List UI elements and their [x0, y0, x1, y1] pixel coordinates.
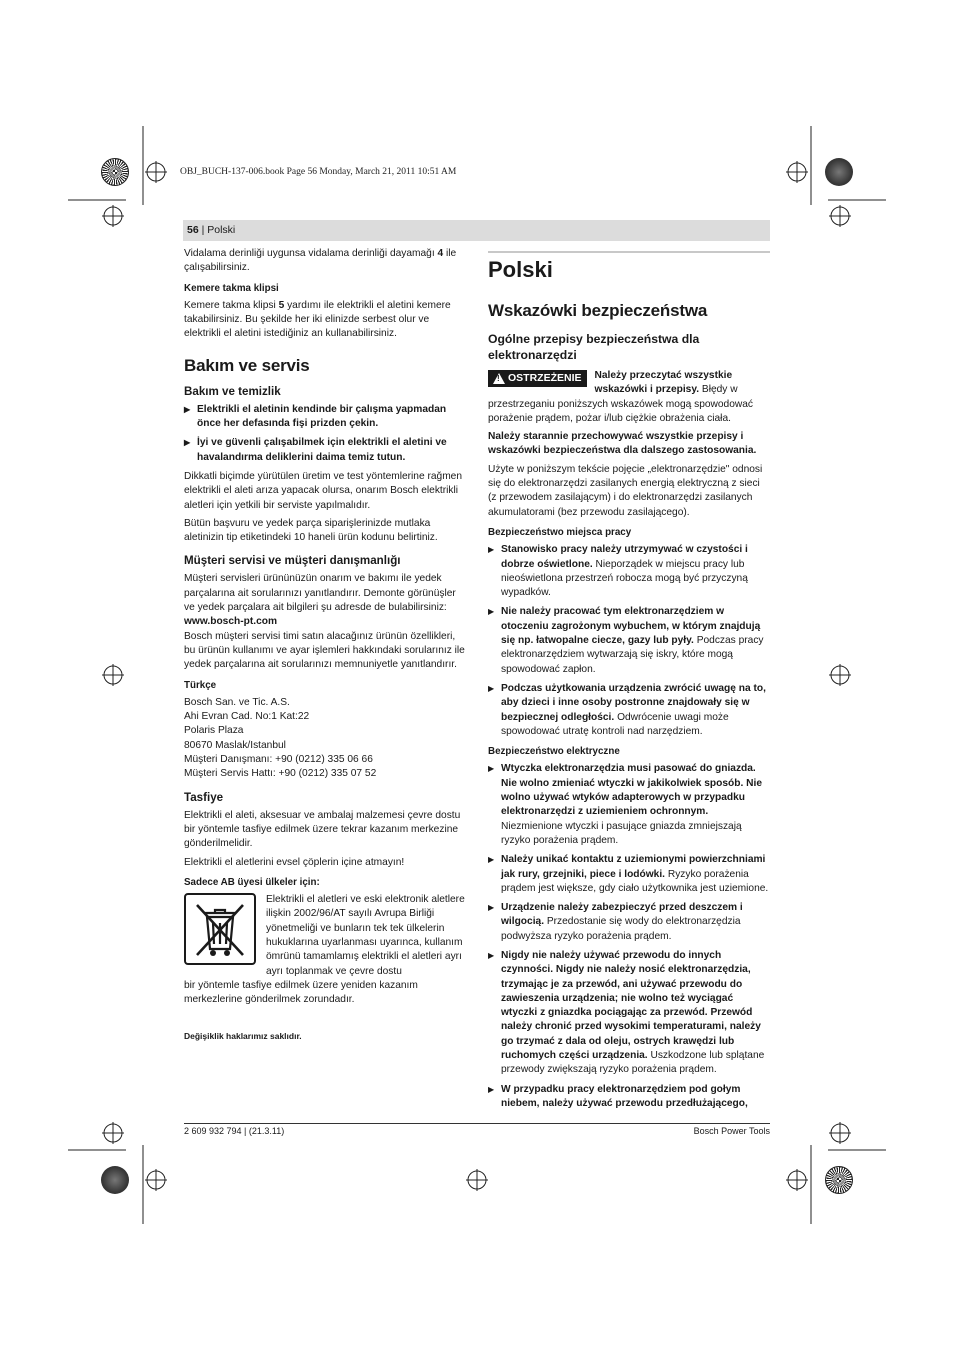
file-header: OBJ_BUCH-137-006.book Page 56 Monday, March 21, 2011 10:51 AM	[180, 167, 457, 177]
work-bullet: ▶ Nie należy pracować tym elektronarzędziem w otoczeniu zagrożonym wybuchem, w którym znajdują się np. łatwopalne ciecze, gazy lub pyły. Podczas pracy elektronarzędziem wytwarzają się iskry, które mogą spowodować zapłon.	[488, 605, 770, 676]
weee-block	[184, 893, 466, 979]
address-block	[184, 696, 466, 782]
footer-doc-number: 2 609 932 794 | (21.3.11)	[184, 1126, 285, 1136]
term-definition: Użyte w poniższym tekście pojęcie „elektronarzędzie" odnosi się do elektronarzędzi zasilanych energią elektryczną z sieci (z przewodem zasilającym) i do elektronarzędzi zasilanych akumulatorami (bez przewodu zasilającego).	[488, 463, 763, 518]
orders-paragraph: Bütün başvuru ve yedek parça siparişlerinizde mutlaka aletinizin tip etiketindeki 10 haneli ürün kodunu belirtiniz.	[184, 517, 438, 544]
cleaning-bullet-2: ▶ İyi ve güvenli çalışabilmek için elektrikli el aletini ve havalandırma deliklerini daima temiz tutun.	[184, 436, 466, 465]
service-url: www.bosch-pt.com	[184, 616, 278, 628]
warning-continued: przestrzeganiu poniższych wskazówek mogą spowodować porażenie prądem, pożar i/lub ciężkie obrażenia ciała.	[488, 398, 754, 424]
title-rule	[488, 251, 770, 253]
work-bullet: ▶ Stanowisko pracy należy utrzymywać w czystości i dobrze oświetlone. Nieporządek w miejscu pracy lub nieoświetlona przestrzeń robocza mogą być przyczyną wypadków.	[488, 543, 770, 600]
depth-paragraph: Vidalama derinliği uygunsa vidalama derinliği dayamağı 4 ile çalışabilirsiniz.	[184, 248, 457, 274]
address-line: 80670 Maslak/Istanbul	[184, 739, 286, 751]
eu-continued: bir yöntemle tasfiye edilmek üzere yeniden kazanım merkezlerine gönderilmek zorundadır.	[184, 979, 418, 1006]
address-line: Polaris Plaza	[184, 725, 244, 737]
disposal-heading: Tasfiye	[184, 790, 224, 804]
service-paragraph: Müşteri servisleri ürününüzün onarım ve bakımı ile yedek parçalarına ait sorularınızı yanıtlandırır. Demonte görünüşler ve yedek parçalara ait bilgileri şu adresde de bulabilirsiniz: www.bosch-pt.com	[184, 573, 456, 628]
page-section: Polski	[207, 224, 236, 236]
safety-heading: Wskazówki bezpieczeństwa	[488, 301, 708, 320]
right-column	[488, 251, 770, 1116]
household-paragraph: Elektrikli el aletlerini evsel çöplerin içine atmayın!	[184, 856, 405, 868]
changes-reserved-note: Değişiklik haklarımız saklıdır.	[184, 1031, 302, 1042]
service-heading: Müşteri servisi ve müşteri danışmanlığı	[184, 554, 401, 568]
advice-paragraph: Bosch müşteri servisi timi satın alacağınız ürünün özellikleri, bu ürünün kullanımı ve ayar işlemleri hakkındaki sorularınız ile yedek parçalarına ait sorularınızı memnuniyetle yanıtlandırır.	[184, 630, 465, 671]
country-heading: Türkçe	[184, 679, 217, 691]
page-header-bar	[183, 220, 770, 241]
work-bullet: ▶ Podczas użytkowania urządzenia zwrócić uwagę na to, aby dzieci i inne osoby postronne znajdowały się w bezpiecznej odległości. Odwrócenie uwagi może spowodować utratę kontroli nad narzędziem.	[488, 682, 770, 739]
work-area-heading: Bezpieczeństwo miejsca pracy	[488, 526, 632, 538]
warning-row	[488, 369, 770, 398]
cleaning-heading: Bakım ve temizlik	[184, 384, 281, 398]
language-title: Polski	[488, 257, 553, 282]
footer-rule	[184, 1123, 770, 1124]
footer-brand: Bosch Power Tools	[693, 1126, 770, 1136]
left-column	[184, 247, 466, 1044]
address-line: Ahi Evran Cad. No:1 Kat:22	[184, 711, 310, 723]
eu-heading: Sadece AB üyesi ülkeler için:	[184, 876, 320, 888]
electrical-bullet: ▶ Należy unikać kontaktu z uziemionymi powierzchniami jak rury, grzejniki, piece i lodówki. Ryzyko porażenia prądem jest większe, gdy ciało użytkownika jest uziemione.	[488, 853, 770, 896]
eu-side-text: Elektrikli el aletleri ve eski elektronik aletlere ilişkin 2002/96/AT sayılı Avrupa Birliği yönetmeliği ve bunların tek tek ülkelerin hukuklarına uyarlanması uyarınca, kullanım ömrünü tamamlamış elektrikli el aletleri ayrı ayrı toplanmak ve çevre dostu	[266, 894, 465, 977]
electrical-bullet: ▶ Urządzenie należy zabezpieczyć przed deszczem i wilgocią. Przedostanie się wody do elektronarzędzia podwyższa ryzyko porażenia prądem.	[488, 901, 770, 944]
warning-first-lines: Należy przeczytać wszystkie wskazówki i przepisy. Błędy w	[594, 370, 738, 396]
electrical-bullet: ▶ Nigdy nie należy używać przewodu do innych czynności. Nigdy nie należy nosić elektronarzędzia, trzymając je za przewód, ani używać przewodu do zawieszenia urządzenia; nie wolno też wyciągać wtyczki z gniazdka pociągając za przewód. Przewód należy chronić przed wysokimi temperaturami, należy go trzymać z dala od oleju, ostrych krawędzi lub ruchomych części urządzenia. Uszkodzone lub splątane przewody zwiększają ryzyko porażenia prądem.	[488, 949, 770, 1078]
keep-instructions: Należy starannie przechowywać wszystkie przepisy i wskazówki bezpieczeństwa dla dalszego zastosowania.	[488, 431, 757, 457]
page-header-separator: |	[198, 224, 208, 236]
electrical-bullet: ▶ Wtyczka elektronarzędzia musi pasować do gniazda. Nie wolno zmieniać wtyczki w jakikolwiek sposób. Nie wolno używać wtyków adapterowych w przypadku elektronarzędzi z uziemieniem ochronnym. Niezmienione wtyczki i pasujące gniazda zmniejszają ryzyko porażenia prądem.	[488, 762, 770, 848]
general-rules-heading: Ogólne przepisy bezpieczeństwa dla elektronarzędzi	[488, 332, 700, 362]
disposal-paragraph: Elektrikli el aleti, aksesuar ve ambalaj malzemesi çevre dostu bir yöntemle tasfiye edilmek üzere tekrar kazanım merkezine gönderilmelidir.	[184, 809, 461, 850]
cleaning-bullet-1: ▶ Elektrikli el aletinin kendinde bir çalışma yapmadan önce her defasında fişi prizden çekin.	[184, 403, 466, 432]
address-line: Bosch San. ve Tic. A.S.	[184, 696, 290, 708]
warning-triangle-icon	[493, 373, 505, 384]
phone-advice: Müşteri Danışmanı: +90 (0212) 335 06 66	[184, 754, 373, 766]
page-number: 56	[187, 224, 199, 236]
careful-paragraph: Dikkatli biçimde yürütülen üretim ve test yöntemlerine rağmen elektrikli el aleti arıza yapacak olursa, onarım Bosch elektrikli aletleri için yetkili bir serviste yapılmalıdır.	[184, 470, 463, 511]
warning-badge: ! OSTRZEŻENIE	[488, 370, 587, 387]
clip-paragraph: Kemere takma klipsi 5 yardımı ile elektrikli el aletini kemere takabilirsiniz. Bu şekilde her iki elinizde serbest olur ve elektrikli el aletini istediğiniz an kullanabilirsiniz.	[184, 299, 451, 340]
crossed-bin-icon	[184, 893, 256, 965]
electrical-heading: Bezpieczeństwo elektryczne	[488, 746, 620, 758]
clip-heading: Kemere takma klipsi	[184, 282, 279, 294]
electrical-bullet: ▶ W przypadku pracy elektronarzędziem pod gołym niebem, należy używać przewodu przedłużającego,	[488, 1083, 770, 1112]
maintenance-heading: Bakım ve servis	[184, 355, 310, 375]
phone-service: Müşteri Servis Hattı: +90 (0212) 335 07 52	[184, 768, 377, 780]
